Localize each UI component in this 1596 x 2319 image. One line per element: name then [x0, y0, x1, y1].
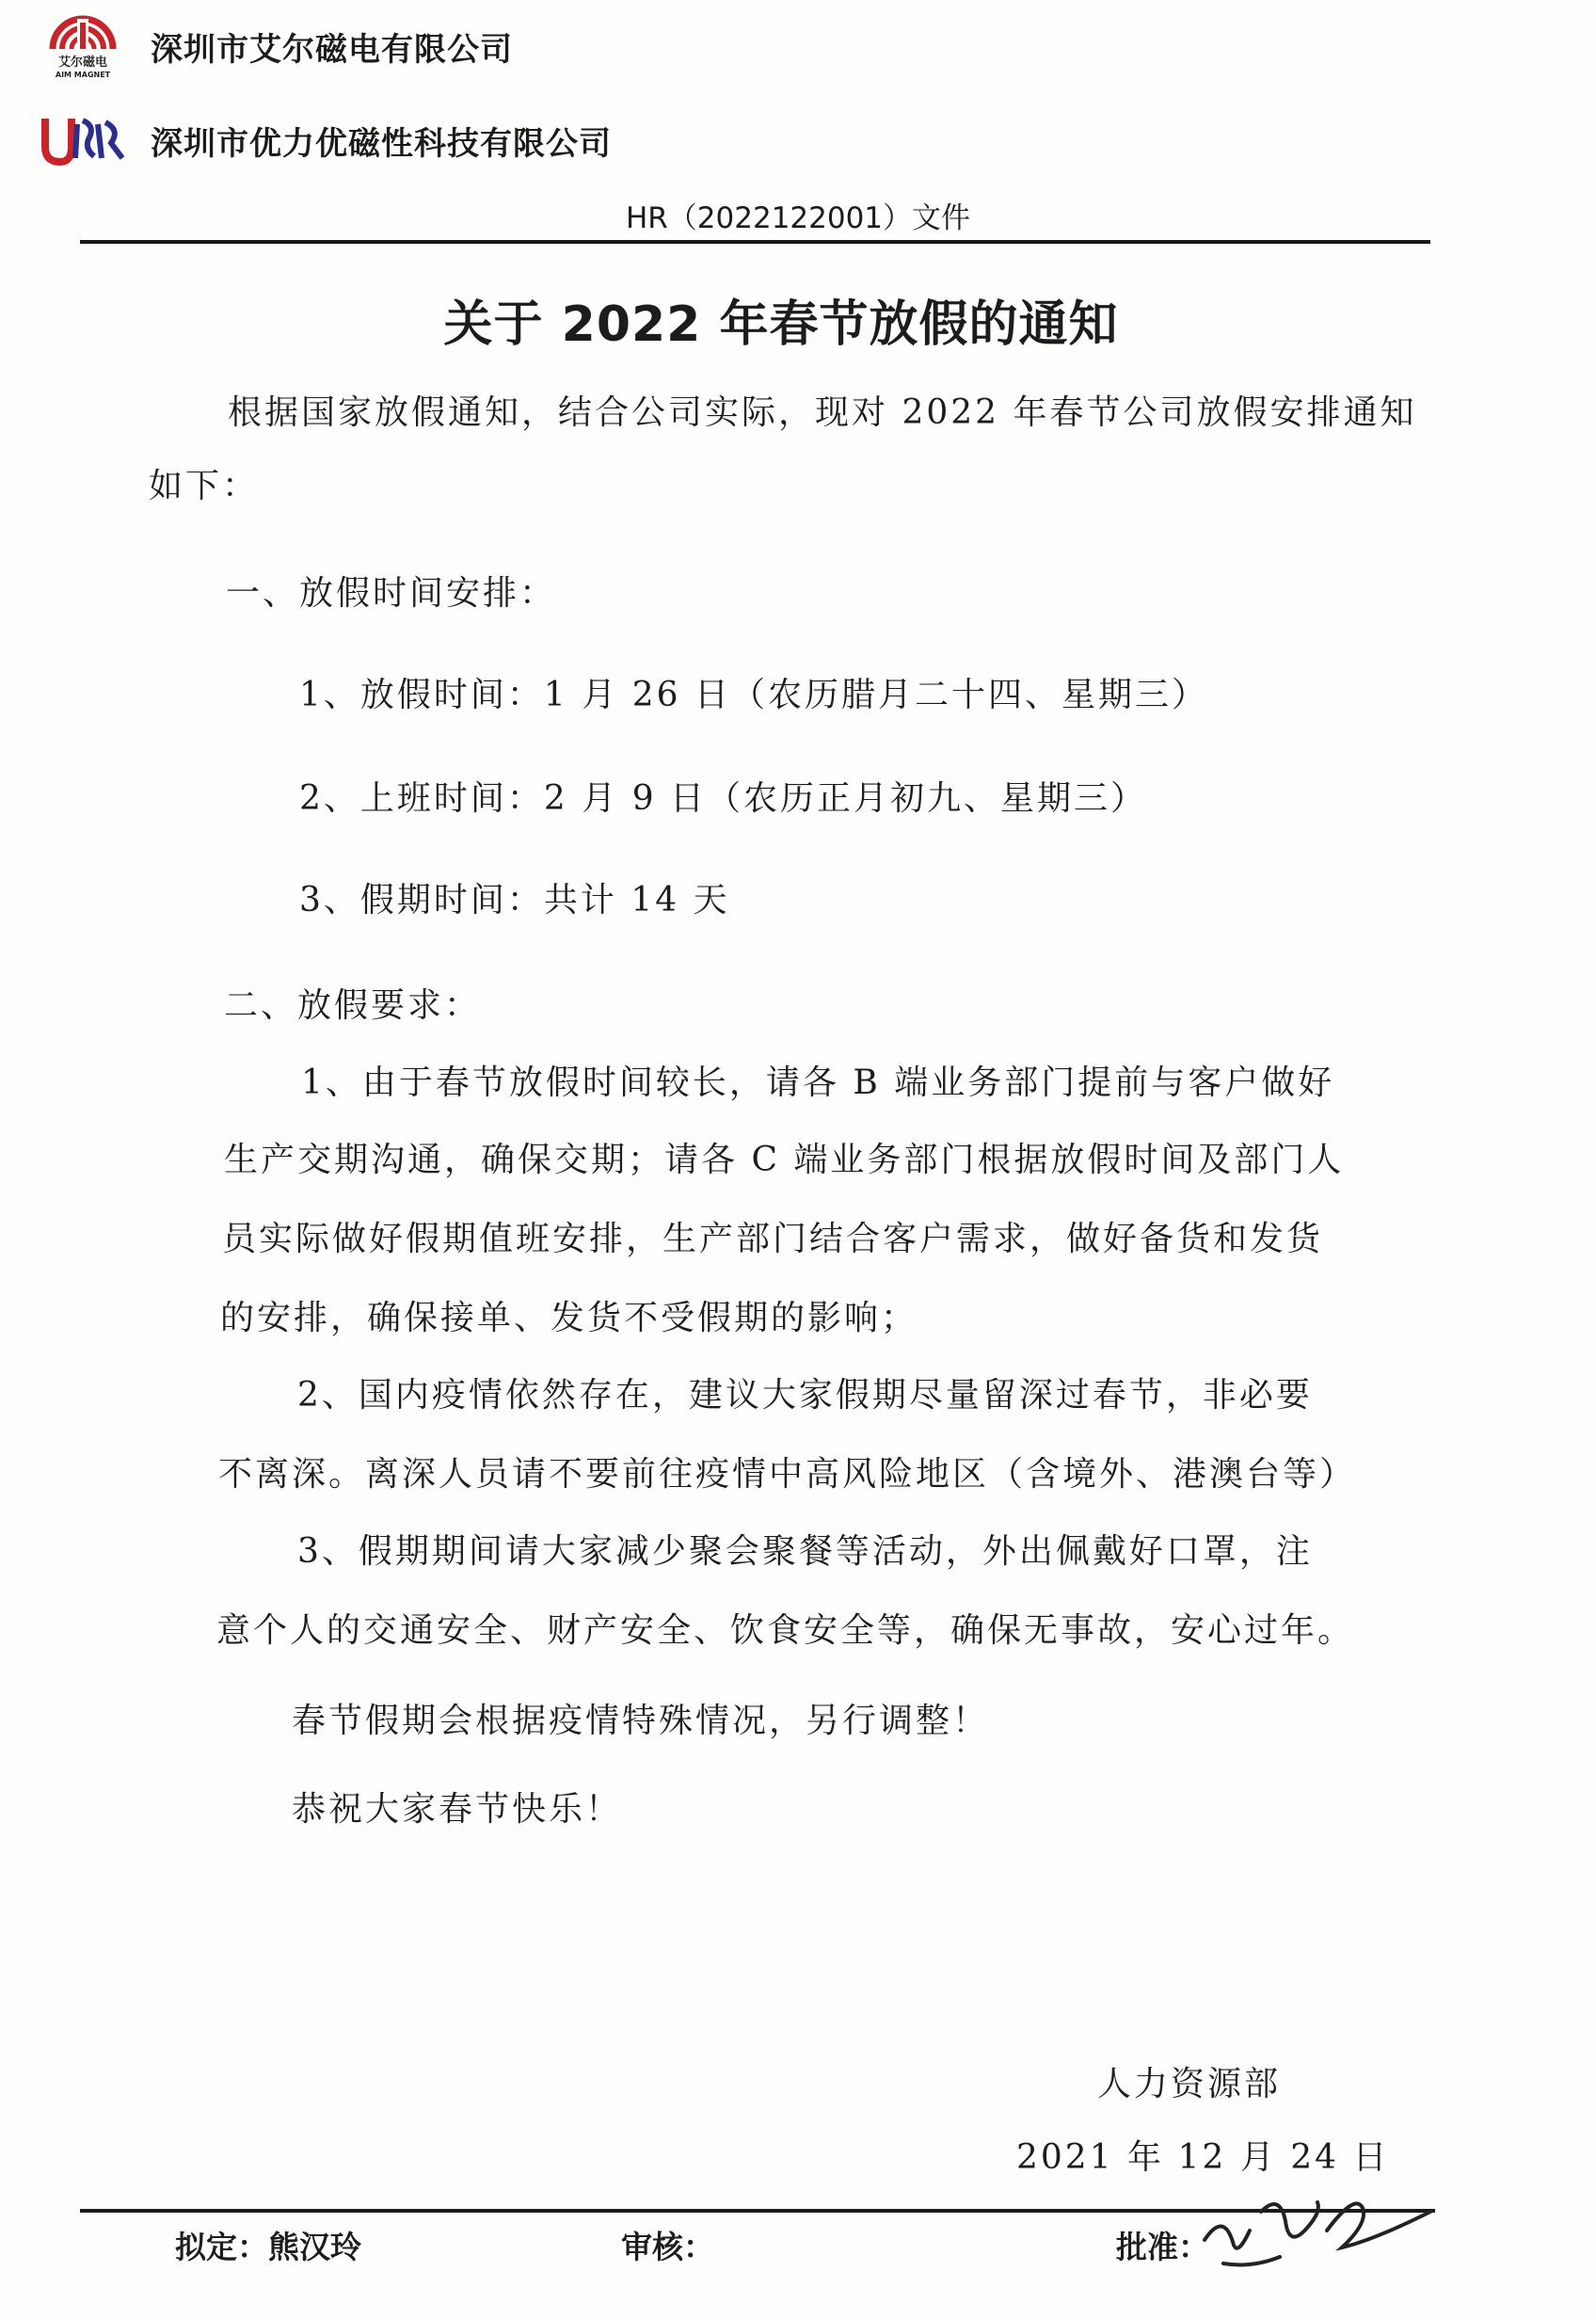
reviewed-by-label: 审核： [621, 2229, 714, 2265]
closing-greeting: 恭祝大家春节快乐！ [292, 1790, 623, 1829]
ulyu-logo-icon [40, 111, 126, 169]
approved-by-label: 批准： [1116, 2229, 1209, 2265]
drafted-by-label: 拟定：熊汉玲 [175, 2229, 361, 2265]
closing-note: 春节假期会根据疫情特殊情况，另行调整！ [292, 1702, 990, 1740]
company-header-ulyu [40, 111, 612, 169]
section2-line: 不离深。离深人员请不要前往疫情中高风险地区（含境外、港澳台等） [218, 1455, 1357, 1494]
section2-line: 3、假期期间请大家减少聚会聚餐等活动，外出佩戴好口罩，注 [297, 1532, 1313, 1571]
svg-text:AIM MAGNET: AIM MAGNET [55, 71, 111, 79]
aim-magnet-logo-icon [40, 11, 126, 81]
section2-line: 生产交期沟通，确保交期；请各 C 端业务部门根据放假时间及部门人 [224, 1141, 1345, 1179]
notice-title: 关于 2022 年春节放假的通知 [443, 296, 1119, 353]
section2-line: 员实际做好假期值班安排，生产部门结合客户需求，做好备货和发货 [222, 1220, 1324, 1258]
section2-heading: 二、放假要求： [224, 986, 482, 1025]
intro-line-2: 如下： [149, 467, 260, 505]
section1-item-1: 1、放假时间：1 月 26 日（农历腊月二十四、星期三） [299, 676, 1208, 714]
company2-name: 深圳市优力优磁性科技有限公司 [151, 124, 612, 163]
section2-line: 的安排，确保接单、发货不受假期的影响； [220, 1299, 918, 1337]
intro-line-1: 根据国家放假通知，结合公司实际，现对 2022 年春节公司放假安排通知 [228, 393, 1417, 432]
section1-item-3: 3、假期时间：共计 14 天 [299, 881, 730, 920]
handwritten-signature-icon [1195, 2174, 1440, 2281]
section1-item-2: 2、上班时间：2 月 9 日（农历正月初九、星期三） [299, 779, 1148, 818]
section2-line: 2、国内疫情依然存在，建议大家假期尽量留深过春节，非必要 [297, 1376, 1313, 1415]
section2-line: 意个人的交通安全、财产安全、饮食安全等，确保无事故，安心过年。 [216, 1611, 1355, 1650]
header-divider [80, 240, 1430, 244]
company-header-aim [40, 11, 513, 81]
issuing-department: 人力资源部 [1097, 2065, 1282, 2103]
issue-date: 2021 年 12 月 24 日 [1016, 2138, 1390, 2177]
company1-name: 深圳市艾尔磁电有限公司 [151, 30, 513, 69]
section2-line: 1、由于春节放假时间较长，请各 B 端业务部门提前与客户做好 [301, 1064, 1335, 1102]
section1-heading: 一、放假时间安排： [226, 574, 557, 613]
document-number: HR（2022122001）文件 [625, 201, 971, 235]
svg-text:艾尔磁电: 艾尔磁电 [57, 56, 108, 70]
